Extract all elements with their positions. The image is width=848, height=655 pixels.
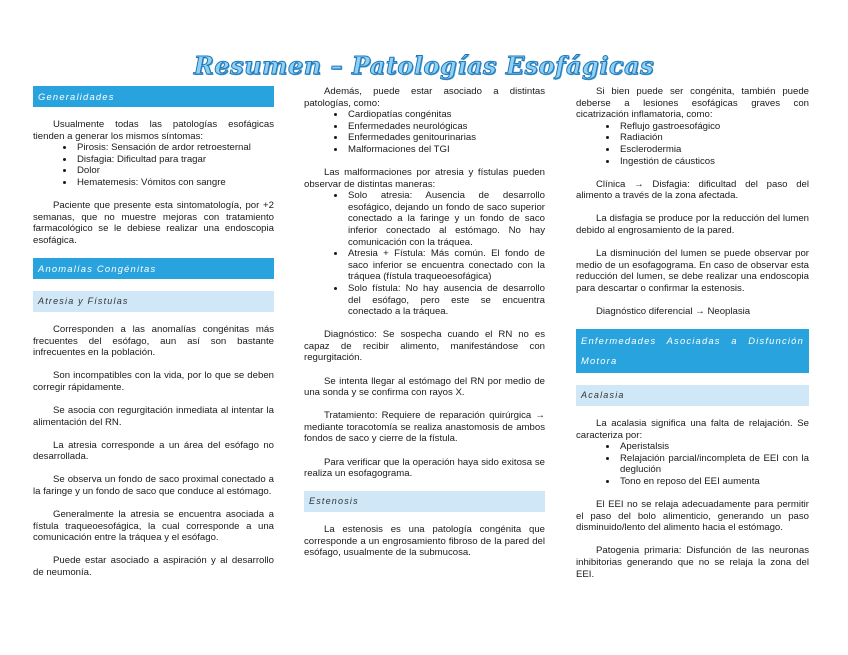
list-item: • Hematemesis: Vómitos con sangre [75, 177, 274, 189]
section-header-disfuncion-motora: Enfermedades Asociadas a Disfunción Motora [576, 329, 809, 373]
list-item: • Malformaciones del TGI [346, 144, 545, 156]
paragraph: Diagnóstico diferencial → Neoplasia [596, 305, 751, 317]
paragraph: La disminución del lumen se puede observar por medio de un esofagograma. En caso de observar esta reducción del lumen, se debe realizar una endoscopia para descartar o confirmar la estenosis. [576, 248, 809, 294]
column-1 [33, 86, 274, 590]
page-title: Resumen – Patologías Esofágicas [193, 51, 655, 80]
paragraph: El EEI no se relaja adecuadamente para permitir el paso del bolo alimenticio, generando un paso disminuido/lento del alimento hacia el estómago. [576, 499, 809, 534]
list-item: • Pirosis: Sensación de ardor retroesternal [75, 142, 274, 154]
paragraph: La atresia corresponde a un área del esófago no desarrollada. [33, 439, 274, 463]
list-item: • Relajación parcial/incompleta de EEI con la deglución [618, 453, 809, 476]
subsection-header-acalasia: Acalasia [576, 385, 809, 406]
section-header-anomalias: Anomalías Congénitas [33, 258, 274, 279]
list-item: • Disfagia: Dificultad para tragar [75, 154, 274, 166]
list-item: • Enfermedades neurológicas [346, 121, 545, 133]
list-item: • Ingestión de cáusticos [618, 156, 809, 168]
list-item: • Cardiopatías congénitas [346, 109, 545, 121]
list-item: • Tono en reposo del EEI aumenta [618, 476, 809, 488]
paragraph: Se intenta llegar al estómago del RN por medio de una sonda y se confirma con rayos X. [304, 375, 545, 399]
paragraph: Puede estar asociado a aspiración y al desarrollo de neumonía. [33, 555, 274, 578]
list-item: • Radiación [618, 132, 809, 144]
paragraph: Diagnóstico: Se sospecha cuando el RN no es capaz de recibir alimento, manifestándose con regurgitación. [304, 329, 545, 364]
paragraph: Para verificar que la operación haya sido exitosa se realiza un esofagograma. [304, 456, 545, 480]
paragraph: Si bien puede ser congénita, también puede deberse a lesiones esofágicas graves con cicatrización inflamatoria, como: [576, 86, 809, 121]
paragraph: La acalasia significa una falta de relajación. Se caracteriza por: [576, 418, 809, 441]
paragraph: La disfagia se produce por la reducción del lumen debido al engrosamiento de la pared. [576, 213, 809, 236]
list-item: • Solo fístula: No hay ausencia de desarrollo del esófago, pero este se encuentra conectado a la tráquea. [346, 283, 545, 318]
acquired-causes-list [576, 121, 809, 167]
column-3 [576, 86, 809, 592]
paragraph: Clínica → Disfagia: dificultad del paso del alimento a través de la zona afectada. [576, 178, 809, 202]
list-item: • Esclerodermia [618, 144, 809, 156]
paragraph: Tratamiento: Requiere de reparación quirúrgica → mediante toracotomía se realiza anastomosis de ambos fondos de saco y cierre de la fístula. [304, 410, 545, 445]
paragraph: Se asocia con regurgitación inmediata al intentar la alimentación del RN. [33, 404, 274, 428]
column-2 [304, 86, 545, 571]
paragraph: Corresponden a las anomalías congénitas más frecuentes del esófago, aun así son bastante infrecuentes en la población. [33, 323, 274, 359]
subsection-header-atresia: Atresia y Fístulas [33, 291, 274, 312]
paragraph: Se observa un fondo de saco proximal conectado a la faringe y un fondo de saco que conduce al estómago. [33, 474, 274, 497]
list-item: • Dolor [75, 165, 274, 177]
list-item: • Atresia + Fístula: Más común. El fondo de saco inferior se encuentra conectado con la tráquea (fístula traqueoesofágica) [346, 248, 545, 283]
associated-pathologies-list [304, 109, 545, 155]
list-item: • Aperistalsis [618, 441, 809, 453]
malformation-forms-list [304, 190, 545, 318]
paragraph: Patogenia primaria: Disfunción de las neuronas inhibitorias generando que no se relaja la zona del EEI. [576, 545, 809, 580]
paragraph: Además, puede estar asociado a distintas patologías, como: [304, 86, 545, 109]
paragraph: Generalmente la atresia se encuentra asociada a fístula traqueoesofágica, la cual corresponde a una comunicación entre la tráquea y el esófago. [33, 508, 274, 544]
paragraph: Las malformaciones por atresia y fístulas pueden observar de distintas maneras: [304, 167, 545, 190]
acalasia-features-list [576, 441, 809, 487]
list-item: • Enfermedades genitourinarias [346, 132, 545, 144]
paragraph: Usualmente todas las patologías esofágicas tienden a generar los mismos síntomas: [33, 119, 274, 142]
paragraph: Paciente que presente esta sintomatología, por +2 semanas, que no muestre mejoras con tratamiento farmacológico se le debiese realizar una endoscopia esofágica. [33, 200, 274, 246]
section-header-generalidades: Generalidades [33, 86, 274, 107]
subsection-header-estenosis: Estenosis [304, 491, 545, 512]
symptom-list [33, 142, 274, 188]
paragraph: Son incompatibles con la vida, por lo que se deben corregir rápidamente. [33, 370, 274, 393]
list-item: • Solo atresia: Ausencia de desarrollo esofágico, dejando un fondo de saco superior conectado a la faringe y un fondo de saco inferior conectado al estómago. No hay comunicación con la tráquea. [346, 190, 545, 248]
list-item: • Reflujo gastroesofágico [618, 121, 809, 133]
paragraph: La estenosis es una patología congénita que corresponde a un engrosamiento fibroso de la pared del esófago, usualmente de la submucosa. [304, 524, 545, 559]
